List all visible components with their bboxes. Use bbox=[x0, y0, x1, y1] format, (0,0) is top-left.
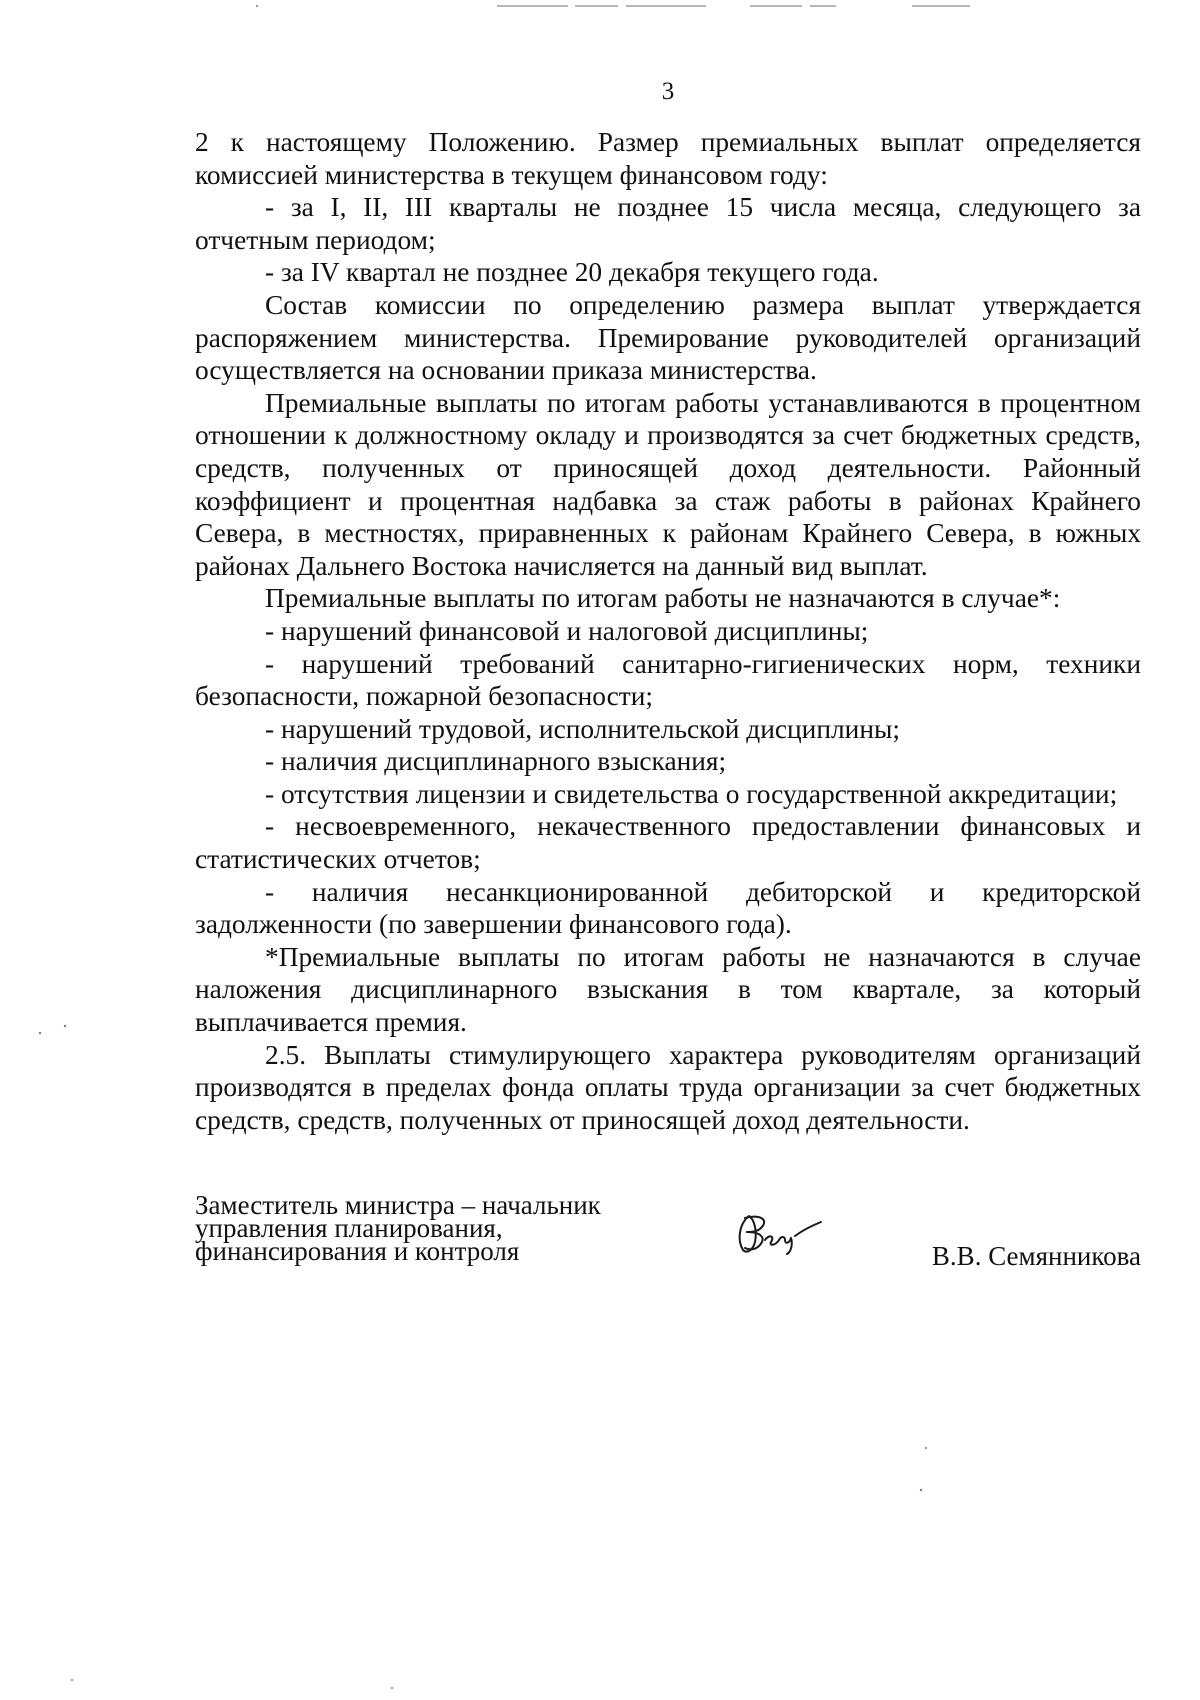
page-number: 3 bbox=[661, 78, 675, 105]
paragraph-section-2-5: 2.5. Выплаты стимулирующего характера руководителям организаций производятся в пределах фонда оплаты труда организации за счет бюджетных средств, средств, полученных от приносящей доход деятельности. bbox=[195, 1039, 1141, 1135]
list-item-sanitary-norms: - нарушений требований санитарно-гигиенических норм, техники безопасности, пожарной безопасности; bbox=[195, 648, 1141, 712]
paragraph-not-assigned: Премиальные выплаты по итогам работы не назначаются в случае*: bbox=[265, 583, 1061, 614]
handwritten-signature bbox=[731, 1210, 823, 1256]
paragraph-continuation: 2 к настоящему Положению. Размер премиальных выплат определяется комиссией министерства в текущем финансовом году: bbox=[195, 127, 1141, 190]
list-item-debt: - наличия несанкционированной дебиторской и кредиторской задолженности (по завершении финансового года). bbox=[195, 876, 1141, 940]
signature-block bbox=[195, 1190, 1141, 1271]
footnote-paragraph: *Премиальные выплаты по итогам работы не назначаются в случае наложения дисциплинарного взыскания в том квартале, за который выплачивается премия. bbox=[195, 941, 1141, 1038]
signatory-position bbox=[195, 1190, 665, 1266]
list-item-disciplinary-penalty: - наличия дисциплинарного взыскания; bbox=[265, 746, 727, 777]
signatory-name: В.В. Семянникова bbox=[931, 1241, 1141, 1271]
list-item-quarters-1-3: - за I, II, III кварталы не позднее 15 числа месяца, следующего за отчетным периодом; bbox=[195, 192, 1141, 255]
paragraph-commission: Состав комиссии по определению размера выплат утверждается распоряжением министерства. Премирование руководителей организаций осуществляется на основании приказа министерства. bbox=[195, 289, 1141, 386]
list-item-reports: - несвоевременного, некачественного предоставлении финансовых и статистических отчетов; bbox=[195, 811, 1141, 875]
signatory-position-line: финансирования и контроля bbox=[195, 1236, 520, 1266]
list-item-labor-discipline: - нарушений трудовой, исполнительской дисциплины; bbox=[265, 713, 900, 744]
list-item-financial-discipline: - нарушений финансовой и налоговой дисциплины; bbox=[265, 615, 869, 646]
document-body bbox=[195, 126, 1141, 1136]
signatory-position-line: Заместитель министра – начальник bbox=[195, 1190, 601, 1220]
list-item-license: - отсутствия лицензии и свидетельства о государственной аккредитации; bbox=[265, 778, 1118, 809]
signatory-position-line: управления планирования, bbox=[195, 1213, 503, 1243]
list-item-quarter-4: - за IV квартал не позднее 20 декабря текущего года. bbox=[265, 257, 879, 288]
paragraph-bonus-payments: Премиальные выплаты по итогам работы устанавливаются в процентном отношении к должностному окладу и производятся за счет бюджетных средств, средств, полученных от приносящей доход деятельности. Районный коэффициент и процентная надбавка за стаж работы в районах Крайнего Севера, в местностях, приравненных к районам Крайнего Севера, в южных районах Дальнего Востока начисляется на данный вид выплат. bbox=[195, 387, 1141, 581]
